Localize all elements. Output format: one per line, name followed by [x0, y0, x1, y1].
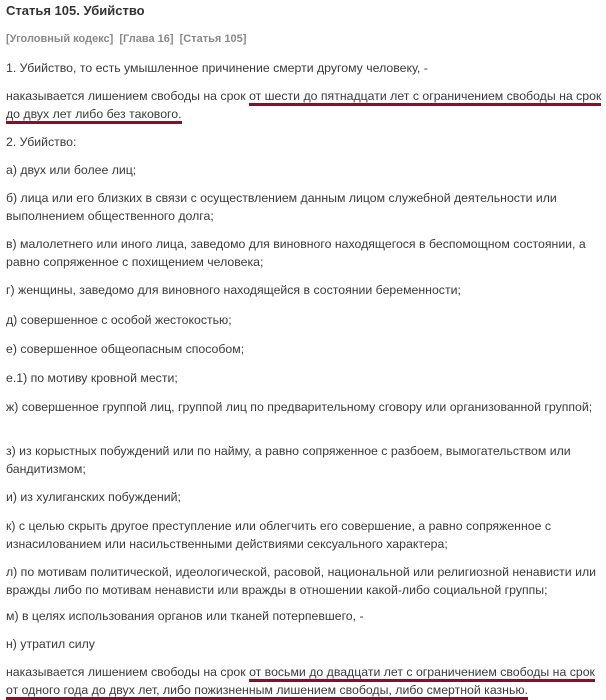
list-item-i: и) из хулиганских побуждений;	[6, 490, 181, 504]
list-item-k: к) с целью скрыть другое преступление или облегчить его совершение, а равно сопряженное с изнасилованием или насильственными действиями сексуального характера;	[6, 519, 551, 551]
list-item-g: г) женщины, заведомо для виновного находящейся в состоянии беременности;	[6, 283, 461, 297]
list-item-l: л) по мотивам политической, идеологической, расовой, национальной или религиозной ненависти или вражды либо по мотивам ненависти или вражды в отношении какой-либо социальной группы;	[6, 565, 597, 597]
list-item-b: б) лица или его близких в связи с осуществлением данным лицом служебной деятельности или выполнением общественного долга;	[6, 191, 557, 223]
list-item-v: в) малолетнего или иного лица, заведомо для виновного находящегося в беспомощном состоянии, а равно сопряженное с похищением человека;	[6, 237, 586, 269]
list-item-zh: ж) совершенное группой лиц, группой лиц по предварительному сговору или организованной группой;	[6, 400, 593, 414]
list-item-m: м) в целях использования органов или тканей потерпевшего, -	[6, 609, 364, 623]
list-item-e1: е.1) по мотиву кровной мести;	[6, 371, 178, 385]
part1-punishment	[6, 87, 602, 123]
breadcrumb-codex[interactable]: [Уголовный кодекс]	[6, 33, 114, 45]
part2-intro: 2. Убийство:	[6, 135, 77, 149]
part1-punishment-highlight: от шести до пятнадцати лет с ограничением свободы на срок до двух лет либо без такового.	[6, 89, 601, 124]
list-item-n: н) утратил силу	[6, 637, 95, 651]
list-item-d: д) совершенное с особой жестокостью;	[6, 313, 232, 327]
part2-punishment-highlight: от восьми до двадцати лет с ограничением свободы на срок от одного года до двух лет, либо пожизненным лишением свободы, либо смертной казнью.	[6, 665, 595, 700]
part2-punishment-lead: наказывается лишением свободы на срок	[6, 665, 250, 679]
part2-punishment	[6, 663, 602, 699]
breadcrumb-chapter[interactable]: [Глава 16]	[119, 33, 174, 45]
breadcrumb	[6, 33, 249, 45]
list-item-e: е) совершенное общеопасным способом;	[6, 342, 245, 356]
part1-text: 1. Убийство, то есть умышленное причинение смерти другому человеку, -	[6, 61, 428, 75]
list-item-z: з) из корыстных побуждений или по найму, а равно сопряженное с разбоем, вымогательством или бандитизмом;	[6, 444, 571, 476]
part1-punishment-lead: наказывается лишением свободы на срок	[6, 89, 250, 103]
breadcrumb-article[interactable]: [Статья 105]	[179, 33, 247, 45]
page-title: Статья 105. Убийство	[6, 3, 145, 18]
list-item-a: а) двух или более лиц;	[6, 163, 137, 177]
